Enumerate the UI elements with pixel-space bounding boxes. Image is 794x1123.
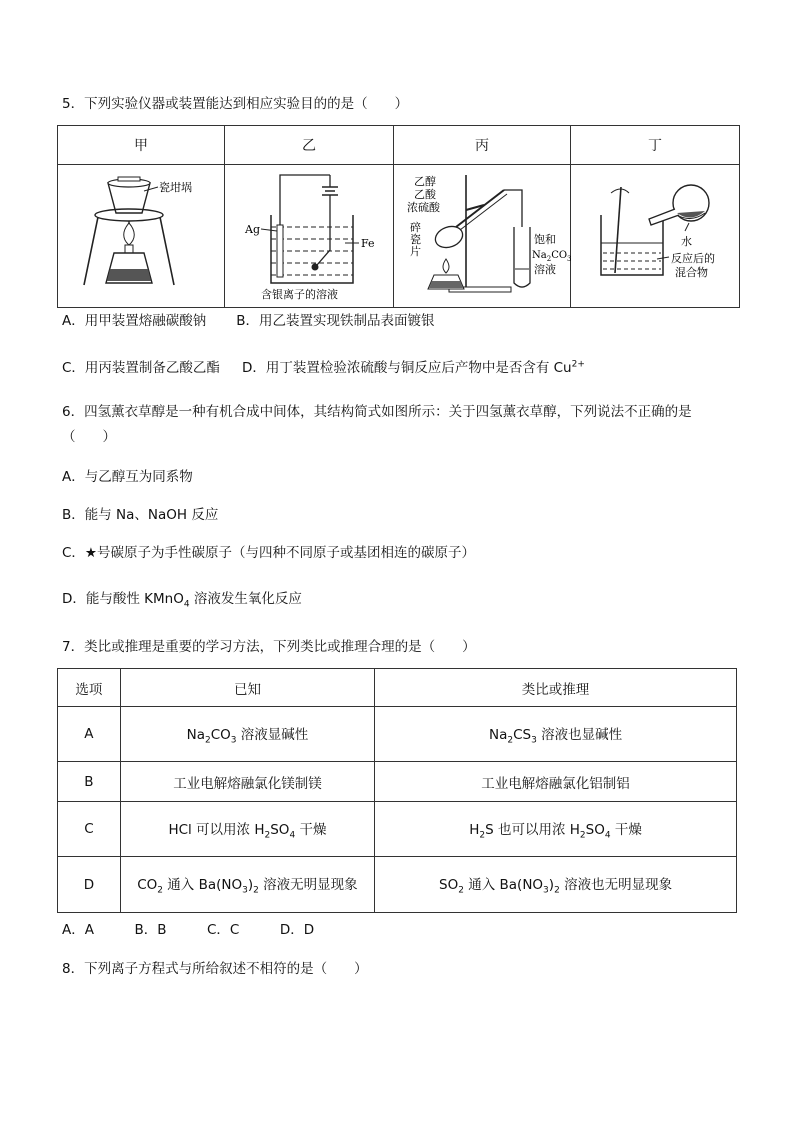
- label-ag: Ag: [245, 223, 260, 236]
- q6-stem-bracket: （ ）: [62, 429, 116, 445]
- row-inference: $H_2S$ 也可以用浓 $H_2SO_4$ 干燥: [375, 802, 737, 857]
- label-crucible: 瓷坩埚: [159, 181, 192, 194]
- figure-yi: [225, 165, 394, 308]
- label-na2co3: $Na_2CO_3$: [532, 250, 572, 263]
- q6-option-b[interactable]: B．能与 Na、NaOH 反应: [62, 507, 219, 523]
- header-bing: 丙: [394, 126, 571, 165]
- q7-table: [57, 668, 737, 913]
- q6-option-c[interactable]: C．★号碳原子为手性碳原子（与四种不同原子或基团相连的碳原子）: [62, 545, 476, 561]
- q5-options-ab: [62, 309, 435, 329]
- label-silver-solution: 含银离子的溶液: [261, 288, 338, 301]
- header-yi: 乙: [225, 126, 394, 165]
- q7-col-option: 选项: [58, 669, 121, 707]
- q5-apparatus-table: [57, 125, 740, 308]
- ester-preparation-diagram: [394, 165, 570, 303]
- q6-option-a[interactable]: A．与乙醇互为同系物: [62, 469, 193, 485]
- row-key: A: [58, 707, 121, 762]
- figure-bing: [394, 165, 571, 308]
- figure-ding: [571, 165, 740, 308]
- q6-stem: 6．四氢薰衣草醇是一种有机合成中间体，其结构简式如图所示：关于四氢薰衣草醇，下列说法不正确的是: [62, 404, 692, 420]
- row-known: $CO_2$ 通入 $Ba(NO_3)_2$ 溶液无明显现象: [120, 857, 374, 913]
- row-known: $Na_2CO_3$ 溶液显碱性: [120, 707, 374, 762]
- table-row: [58, 762, 737, 802]
- q7-col-known: 已知: [120, 669, 374, 707]
- label-mixture-1: 反应后的: [671, 252, 715, 265]
- row-key: C: [58, 802, 121, 857]
- electroplating-diagram: [225, 165, 393, 303]
- row-known: HCl 可以用浓 $H_2SO_4$ 干燥: [120, 802, 374, 857]
- row-key: D: [58, 857, 121, 913]
- q8-stem: 8．下列离子方程式与所给叙述不相符的是（ ）: [62, 961, 368, 977]
- label-mixture-2: 混合物: [675, 266, 708, 279]
- label-broken-3: 片: [410, 245, 421, 258]
- table-row: [58, 857, 737, 913]
- row-inference: 工业电解熔融氯化铝制铝: [375, 762, 737, 802]
- crucible-heating-diagram: [58, 165, 224, 303]
- q7-col-inference: 类比或推理: [375, 669, 737, 707]
- label-solution: 溶液: [534, 263, 556, 276]
- table-row: [58, 802, 737, 857]
- q5-stem: 5．下列实验仪器或装置能达到相应实验目的的是（ ）: [62, 96, 409, 112]
- q5-option-d[interactable]: D．用丁装置检验浓硫酸与铜反应后产物中是否含有 $Cu^{2+}$: [241, 359, 585, 376]
- label-fe: Fe: [361, 237, 375, 250]
- q6-option-d[interactable]: D．能与酸性 KMnO$_4$ 溶液发生氧化反应: [62, 591, 302, 610]
- header-jia: 甲: [58, 126, 225, 165]
- figure-jia: [58, 165, 225, 308]
- q5-options-cd: [62, 356, 585, 376]
- label-water: 水: [681, 235, 692, 248]
- row-inference: $Na_2CS_3$ 溶液也显碱性: [375, 707, 737, 762]
- label-conc-sulfuric: 浓硫酸: [407, 201, 440, 214]
- q7-answer-options[interactable]: A．A B．B C．C D．D: [62, 922, 315, 938]
- dilution-test-diagram: [571, 165, 739, 303]
- q7-stem: 7．类比或推理是重要的学习方法，下列类比或推理合理的是（ ）: [62, 639, 476, 655]
- header-ding: 丁: [571, 126, 740, 165]
- row-inference: $SO_2$ 通入 $Ba(NO_3)_2$ 溶液也无明显现象: [375, 857, 737, 913]
- q5-option-a[interactable]: A．用甲装置熔融碳酸钠: [62, 313, 207, 329]
- label-ethanol: 乙醇: [414, 175, 436, 188]
- q5-option-c[interactable]: C．用丙装置制备乙酸乙酯: [62, 360, 220, 376]
- label-broken-2: 瓷: [410, 233, 421, 246]
- label-saturated: 饱和: [534, 233, 556, 246]
- label-broken-1: 碎: [410, 221, 421, 234]
- label-acetic-acid: 乙酸: [414, 188, 436, 201]
- row-key: B: [58, 762, 121, 802]
- table-row: [58, 707, 737, 762]
- row-known: 工业电解熔融氯化镁制镁: [120, 762, 374, 802]
- q5-option-b[interactable]: B．用乙装置实现铁制品表面镀银: [236, 313, 435, 329]
